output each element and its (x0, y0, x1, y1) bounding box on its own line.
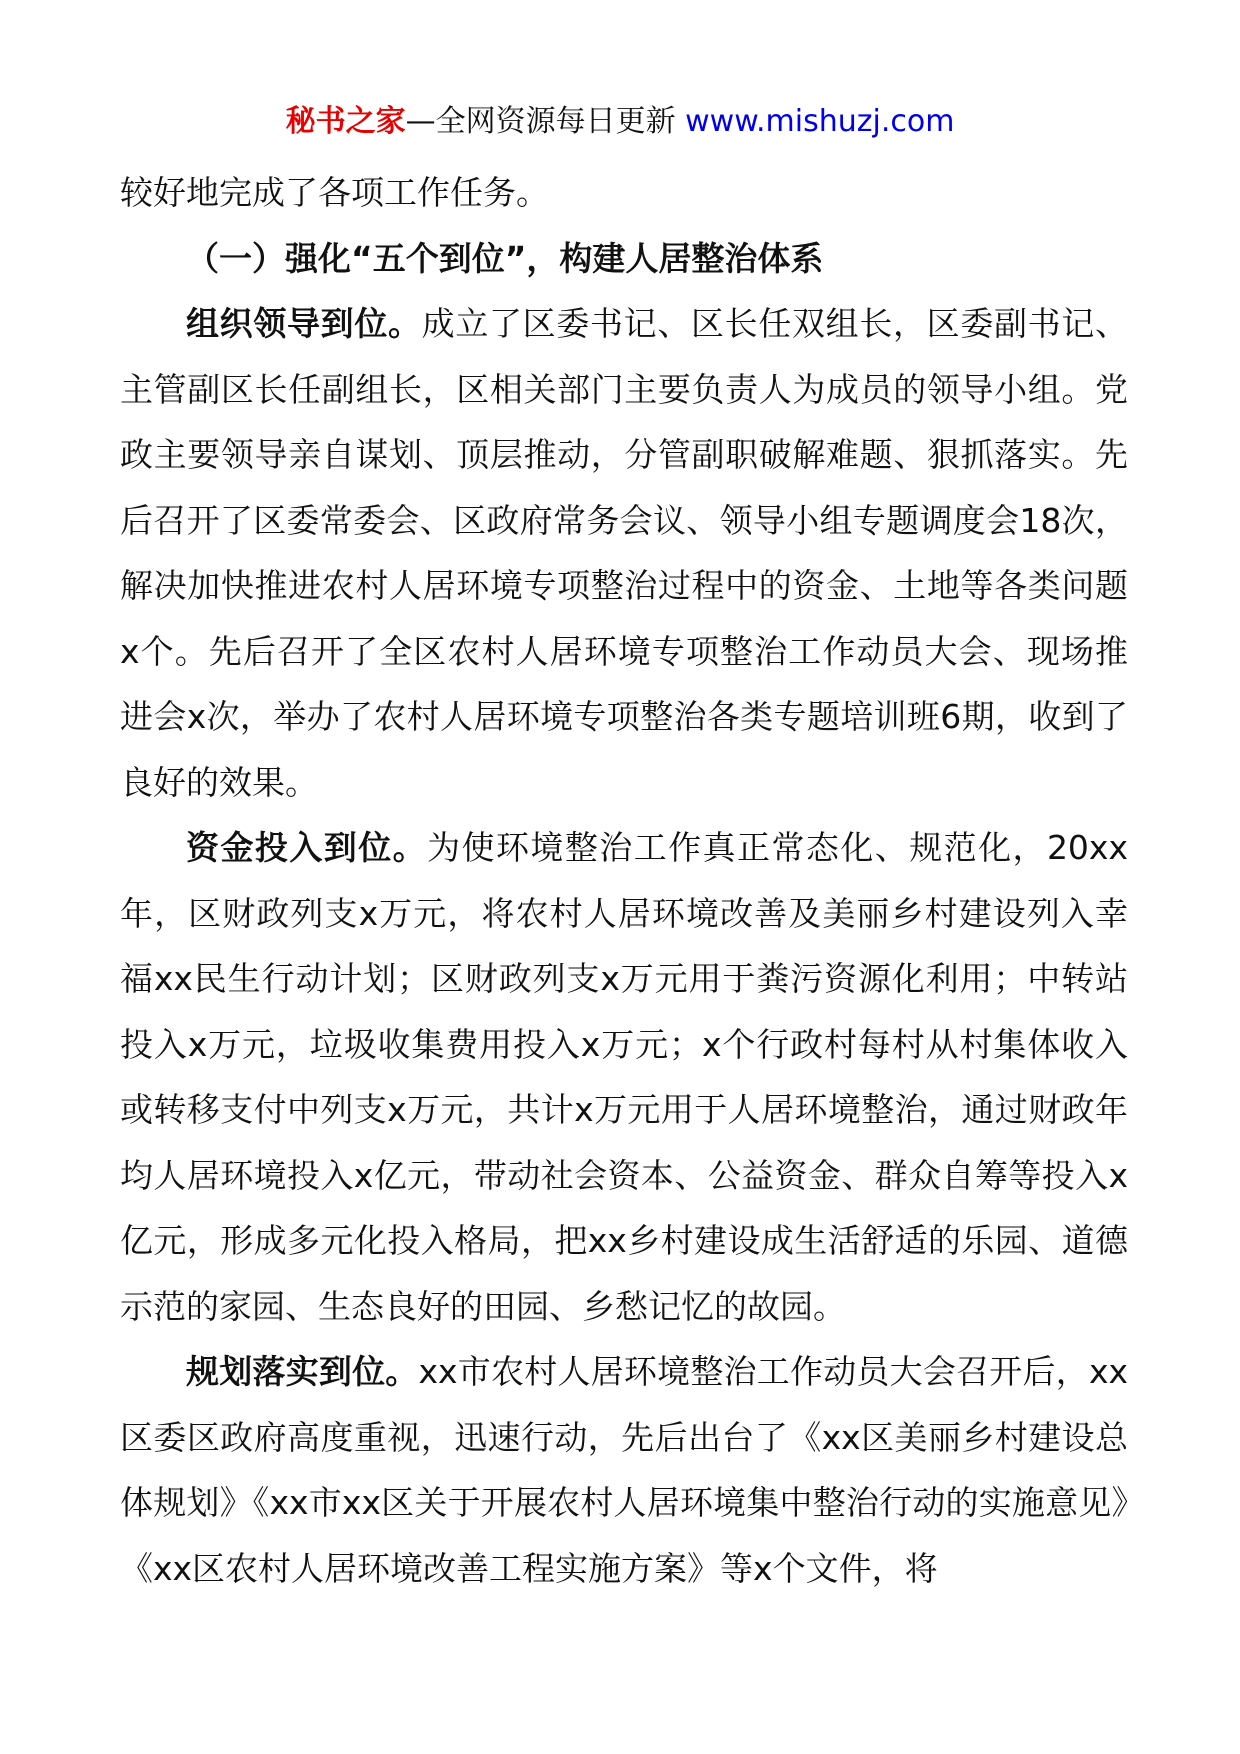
brand-name: 秘书之家 (285, 104, 406, 139)
page-header (0, 102, 1240, 142)
paragraph-funding (120, 815, 1128, 1339)
paragraph-text: xx市农村人居环境整治工作动员大会召开后，xx区委区政府高度重视，迅速行动，先后出台了《xx区美丽乡村建设总体规划》《xx市xx区关于开展农村人居环境集中整治行动的实施意见》《xx区农村人居环境改善工程实施方案》等x个文件，将 (120, 1352, 1129, 1588)
section-heading: （一）强化“五个到位”，构建人居整治体系 (186, 238, 824, 278)
paragraph-organization (120, 291, 1128, 815)
paragraph-text: 成立了区委书记、区长任双组长，区委副书记、主管副区长任副组长，区相关部门主要负责人为成员的领导小组。党政主要领导亲自谋划、顶层推动，分管副职破解难题、狠抓落实。先后召开了区委常委会、区政府常务会议、领导小组专题调度会18次，解决加快推进农村人居环境专项整治过程中的资金、土地等各类问题x个。先后召开了全区农村人居环境专项整治工作动员大会、现场推进会x次，举办了农村人居环境专项整治各类专题培训班6期，收到了良好的效果。 (120, 304, 1129, 802)
paragraph-lead: 规划落实到位。 (186, 1352, 419, 1391)
paragraph-lead: 组织领导到位。 (186, 304, 422, 343)
header-slogan: —全网资源每日更新 (405, 104, 676, 139)
website-link[interactable]: www.mishuzj.com (685, 104, 955, 139)
document-body (120, 160, 1128, 1601)
paragraph-text: 为使环境整治工作真正常态化、规范化，20xx年，区财政列支x万元，将农村人居环境改善及美丽乡村建设列入幸福xx民生行动计划；区财政列支x万元用于粪污资源化利用；中转站投入x万元，垃圾收集费用投入x万元；x个行政村每村从村集体收入或转移支付中列支x万元，共计x万元用于人居环境整治，通过财政年均人居环境投入x亿元，带动社会资本、公益资金、群众自筹等投入x亿元，形成多元化投入格局，把xx乡村建设成生活舒适的乐园、道德示范的家园、生态良好的田园、乡愁记忆的故园。 (120, 828, 1128, 1326)
paragraph-continuation: 较好地完成了各项工作任务。 (120, 173, 549, 212)
paragraph-planning (120, 1339, 1128, 1601)
paragraph-lead: 资金投入到位。 (186, 828, 428, 867)
